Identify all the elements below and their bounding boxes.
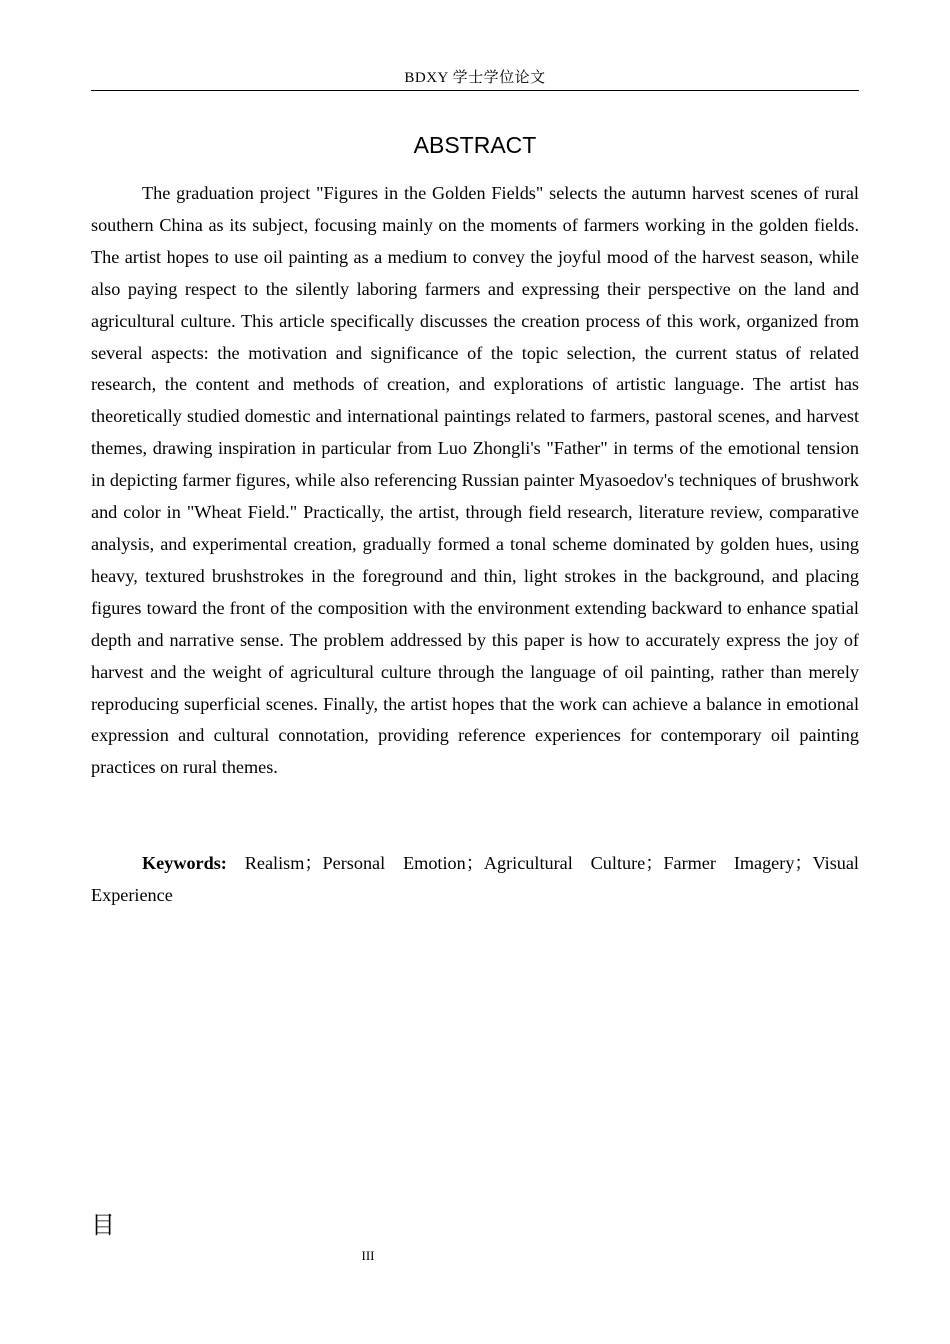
page-number: III: [361, 1248, 375, 1263]
table-of-contents-heading-fragment: 目: [91, 1211, 115, 1239]
abstract-title: ABSTRACT: [413, 132, 537, 159]
keywords-label: Keywords:: [142, 853, 227, 873]
keywords-paragraph: [91, 848, 859, 912]
running-header: BDXY 学士学位论文: [404, 70, 546, 86]
abstract-paragraph: The graduation project "Figures in the Golden Fields" selects the autumn harvest scenes of rural southern China as its subject, focusing mainly on the moments of farmers working in the golden fields. The artist hopes to use oil painting as a medium to convey the joyful mood of the harvest season, while also paying respect to the silently laboring farmers and expressing their perspective on the land and agricultural culture. This article specifically discusses the creation process of this work, organized from several aspects: the motivation and significance of the topic selection, the current status of related research, the content and methods of creation, and explorations of artistic language. The artist has theoretically studied domestic and international paintings related to farmers, pastoral scenes, and harvest themes, drawing inspiration in particular from Luo Zhongli's "Father" in terms of the emotional tension in depicting farmer figures, while also referencing Russian painter Myasoedov's techniques of brushwork and color in "Wheat Field." Practically, the artist, through field research, literature review, comparative analysis, and experimental creation, gradually formed a tonal scheme dominated by golden hues, using heavy, textured brushstrokes in the foreground and thin, light strokes in the background, and placing figures toward the front of the composition with the environment extending backward to enhance spatial depth and narrative sense. The problem addressed by this paper is how to accurately express the joy of harvest and the weight of agricultural culture through the language of oil painting, rather than merely reproducing superficial scenes. Finally, the artist hopes that the work can achieve a balance in emotional expression and cultural connotation, providing reference experiences for contemporary oil painting practices on rural themes.: [91, 183, 859, 778]
keywords-list: Realism；Personal Emotion；Agricultural Culture；Farmer Imagery；Visual Experience: [91, 853, 859, 905]
header-rule: [91, 90, 859, 91]
